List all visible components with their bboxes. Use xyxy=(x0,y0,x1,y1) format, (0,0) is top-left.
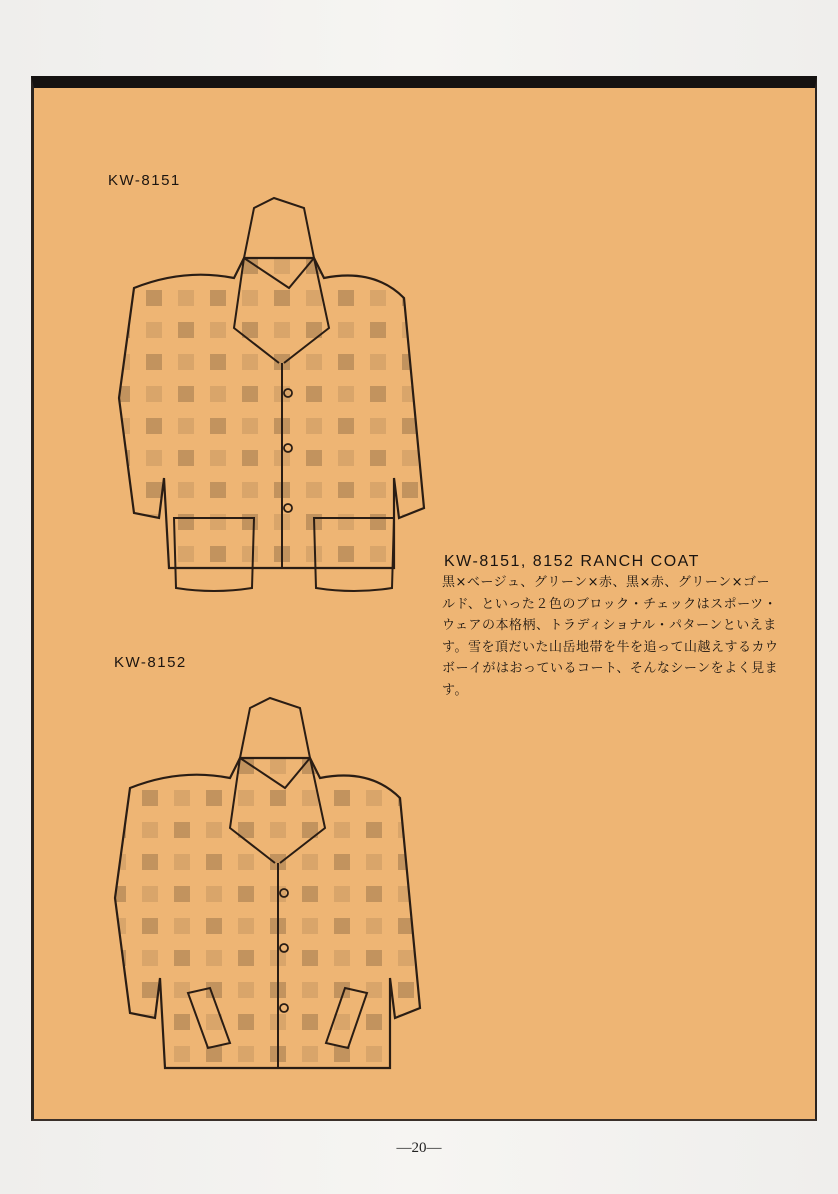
check-block xyxy=(142,758,158,774)
check-block xyxy=(370,386,386,402)
check-block xyxy=(370,450,386,466)
check-block xyxy=(178,322,194,338)
check-block xyxy=(206,758,222,774)
check-block xyxy=(302,1046,318,1062)
check-block xyxy=(206,950,222,966)
check-block xyxy=(274,258,290,274)
check-block xyxy=(114,514,130,530)
check-block xyxy=(402,258,418,274)
check-block xyxy=(302,854,318,870)
collar xyxy=(244,198,314,288)
check-block xyxy=(110,790,126,806)
check-block xyxy=(334,950,350,966)
check-block xyxy=(334,758,350,774)
model-label-kw8151: KW-8151 xyxy=(108,172,181,189)
check-block xyxy=(142,982,158,998)
check-block xyxy=(270,822,286,838)
check-block xyxy=(142,918,158,934)
check-block xyxy=(302,918,318,934)
check-block xyxy=(174,1014,190,1030)
illustration-panel xyxy=(31,76,817,1121)
check-block xyxy=(242,386,258,402)
check-block xyxy=(238,1046,254,1062)
check-block xyxy=(402,546,418,562)
check-block xyxy=(206,982,222,998)
check-block xyxy=(210,258,226,274)
check-block xyxy=(210,386,226,402)
check-block xyxy=(174,950,190,966)
check-block xyxy=(178,290,194,306)
check-block xyxy=(110,854,126,870)
check-block xyxy=(338,322,354,338)
check-block xyxy=(370,322,386,338)
check-block xyxy=(146,450,162,466)
check-block xyxy=(114,258,130,274)
check-block xyxy=(146,418,162,434)
check-block xyxy=(370,514,386,530)
check-block xyxy=(398,758,414,774)
check-block xyxy=(334,854,350,870)
check-block xyxy=(142,886,158,902)
check-block xyxy=(366,790,382,806)
check-block xyxy=(338,258,354,274)
check-block xyxy=(338,546,354,562)
check-block xyxy=(370,258,386,274)
coat-sketch-kw8152 xyxy=(70,648,430,1088)
check-block xyxy=(334,1014,350,1030)
check-block xyxy=(238,790,254,806)
check-block xyxy=(178,354,194,370)
check-block xyxy=(242,546,258,562)
check-block xyxy=(370,546,386,562)
check-block xyxy=(238,918,254,934)
check-block xyxy=(114,290,130,306)
check-block xyxy=(174,854,190,870)
check-block xyxy=(142,790,158,806)
check-block xyxy=(306,290,322,306)
check-block xyxy=(178,418,194,434)
check-block xyxy=(334,822,350,838)
check-block xyxy=(142,854,158,870)
page-number: ―20― xyxy=(396,1140,442,1156)
check-block xyxy=(302,950,318,966)
check-block xyxy=(114,354,130,370)
check-block xyxy=(206,790,222,806)
check-block xyxy=(242,290,258,306)
check-block xyxy=(306,450,322,466)
check-block xyxy=(402,322,418,338)
check-block xyxy=(242,354,258,370)
check-block xyxy=(302,886,318,902)
check-block xyxy=(238,982,254,998)
check-block xyxy=(242,514,258,530)
check-block xyxy=(398,822,414,838)
check-block xyxy=(178,482,194,498)
coat-sketch-kw8151 xyxy=(74,148,434,598)
check-block xyxy=(302,790,318,806)
check-block xyxy=(178,258,194,274)
check-block xyxy=(306,482,322,498)
check-block xyxy=(242,482,258,498)
check-block xyxy=(174,1046,190,1062)
check-block xyxy=(338,290,354,306)
check-block xyxy=(110,758,126,774)
check-block xyxy=(210,514,226,530)
check-block xyxy=(338,514,354,530)
check-block xyxy=(210,482,226,498)
check-block xyxy=(146,354,162,370)
check-block xyxy=(178,546,194,562)
check-block xyxy=(206,886,222,902)
check-block xyxy=(274,322,290,338)
check-block xyxy=(306,354,322,370)
check-block xyxy=(210,322,226,338)
button xyxy=(284,504,292,512)
check-block xyxy=(402,482,418,498)
check-block xyxy=(338,354,354,370)
check-block xyxy=(302,1014,318,1030)
check-block xyxy=(334,886,350,902)
check-block xyxy=(366,822,382,838)
check-block xyxy=(174,758,190,774)
check-block xyxy=(270,758,286,774)
check-block xyxy=(174,982,190,998)
description-body: 黒×ベージュ、グリーン×赤、黒×赤、グリーン×ゴールド、といった２色のブロック・チェックはスポーツ・ウェアの本格柄、トラディショナル・パターンといえます。雪を頂だいた山岳地帯を牛を追って山越えするカウボーイがはおっているコート、そんなシーンをよく見ます。 xyxy=(442,575,779,698)
check-block xyxy=(178,386,194,402)
check-block xyxy=(398,982,414,998)
check-block xyxy=(206,854,222,870)
check-block xyxy=(370,290,386,306)
check-block xyxy=(302,982,318,998)
check-block xyxy=(366,950,382,966)
check-block xyxy=(242,450,258,466)
check-block xyxy=(338,482,354,498)
check-block xyxy=(206,918,222,934)
check-block xyxy=(366,1014,382,1030)
check-block xyxy=(238,886,254,902)
check-block xyxy=(142,1046,158,1062)
check-block xyxy=(366,982,382,998)
check-block xyxy=(110,982,126,998)
check-block xyxy=(114,546,130,562)
check-block xyxy=(366,1046,382,1062)
check-block xyxy=(366,918,382,934)
check-block xyxy=(114,386,130,402)
check-block xyxy=(398,886,414,902)
check-block xyxy=(366,854,382,870)
check-block xyxy=(110,1046,126,1062)
check-block xyxy=(238,854,254,870)
check-block xyxy=(242,418,258,434)
check-block xyxy=(210,290,226,306)
check-block xyxy=(174,822,190,838)
check-block xyxy=(306,386,322,402)
check-block xyxy=(366,886,382,902)
check-block xyxy=(114,482,130,498)
check-block xyxy=(146,290,162,306)
check-block xyxy=(338,418,354,434)
check-block xyxy=(146,322,162,338)
check-block xyxy=(206,822,222,838)
check-block xyxy=(178,514,194,530)
button xyxy=(280,1004,288,1012)
description-heading: KW-8151, 8152 RANCH COAT xyxy=(444,553,700,570)
check-block xyxy=(142,822,158,838)
check-block xyxy=(146,546,162,562)
check-block xyxy=(174,918,190,934)
model-label-kw8152: KW-8152 xyxy=(114,654,187,671)
check-block xyxy=(146,258,162,274)
check-block xyxy=(274,290,290,306)
check-block xyxy=(210,450,226,466)
check-block xyxy=(142,950,158,966)
check-block xyxy=(110,886,126,902)
check-block xyxy=(178,450,194,466)
check-block xyxy=(398,950,414,966)
check-block xyxy=(370,354,386,370)
check-block xyxy=(238,950,254,966)
check-block xyxy=(210,354,226,370)
collar xyxy=(240,698,310,788)
check-block xyxy=(146,386,162,402)
check-block xyxy=(110,1014,126,1030)
check-block xyxy=(146,482,162,498)
check-block xyxy=(210,418,226,434)
check-block xyxy=(174,886,190,902)
check-block xyxy=(370,418,386,434)
check-block xyxy=(334,918,350,934)
check-block xyxy=(238,1014,254,1030)
check-block xyxy=(306,418,322,434)
check-block xyxy=(270,790,286,806)
check-block xyxy=(366,758,382,774)
check-block xyxy=(398,1046,414,1062)
check-block xyxy=(338,450,354,466)
check-block xyxy=(334,790,350,806)
check-block xyxy=(210,546,226,562)
check-block xyxy=(370,482,386,498)
check-block xyxy=(402,450,418,466)
check-block xyxy=(174,790,190,806)
check-block xyxy=(338,386,354,402)
check-block xyxy=(402,386,418,402)
